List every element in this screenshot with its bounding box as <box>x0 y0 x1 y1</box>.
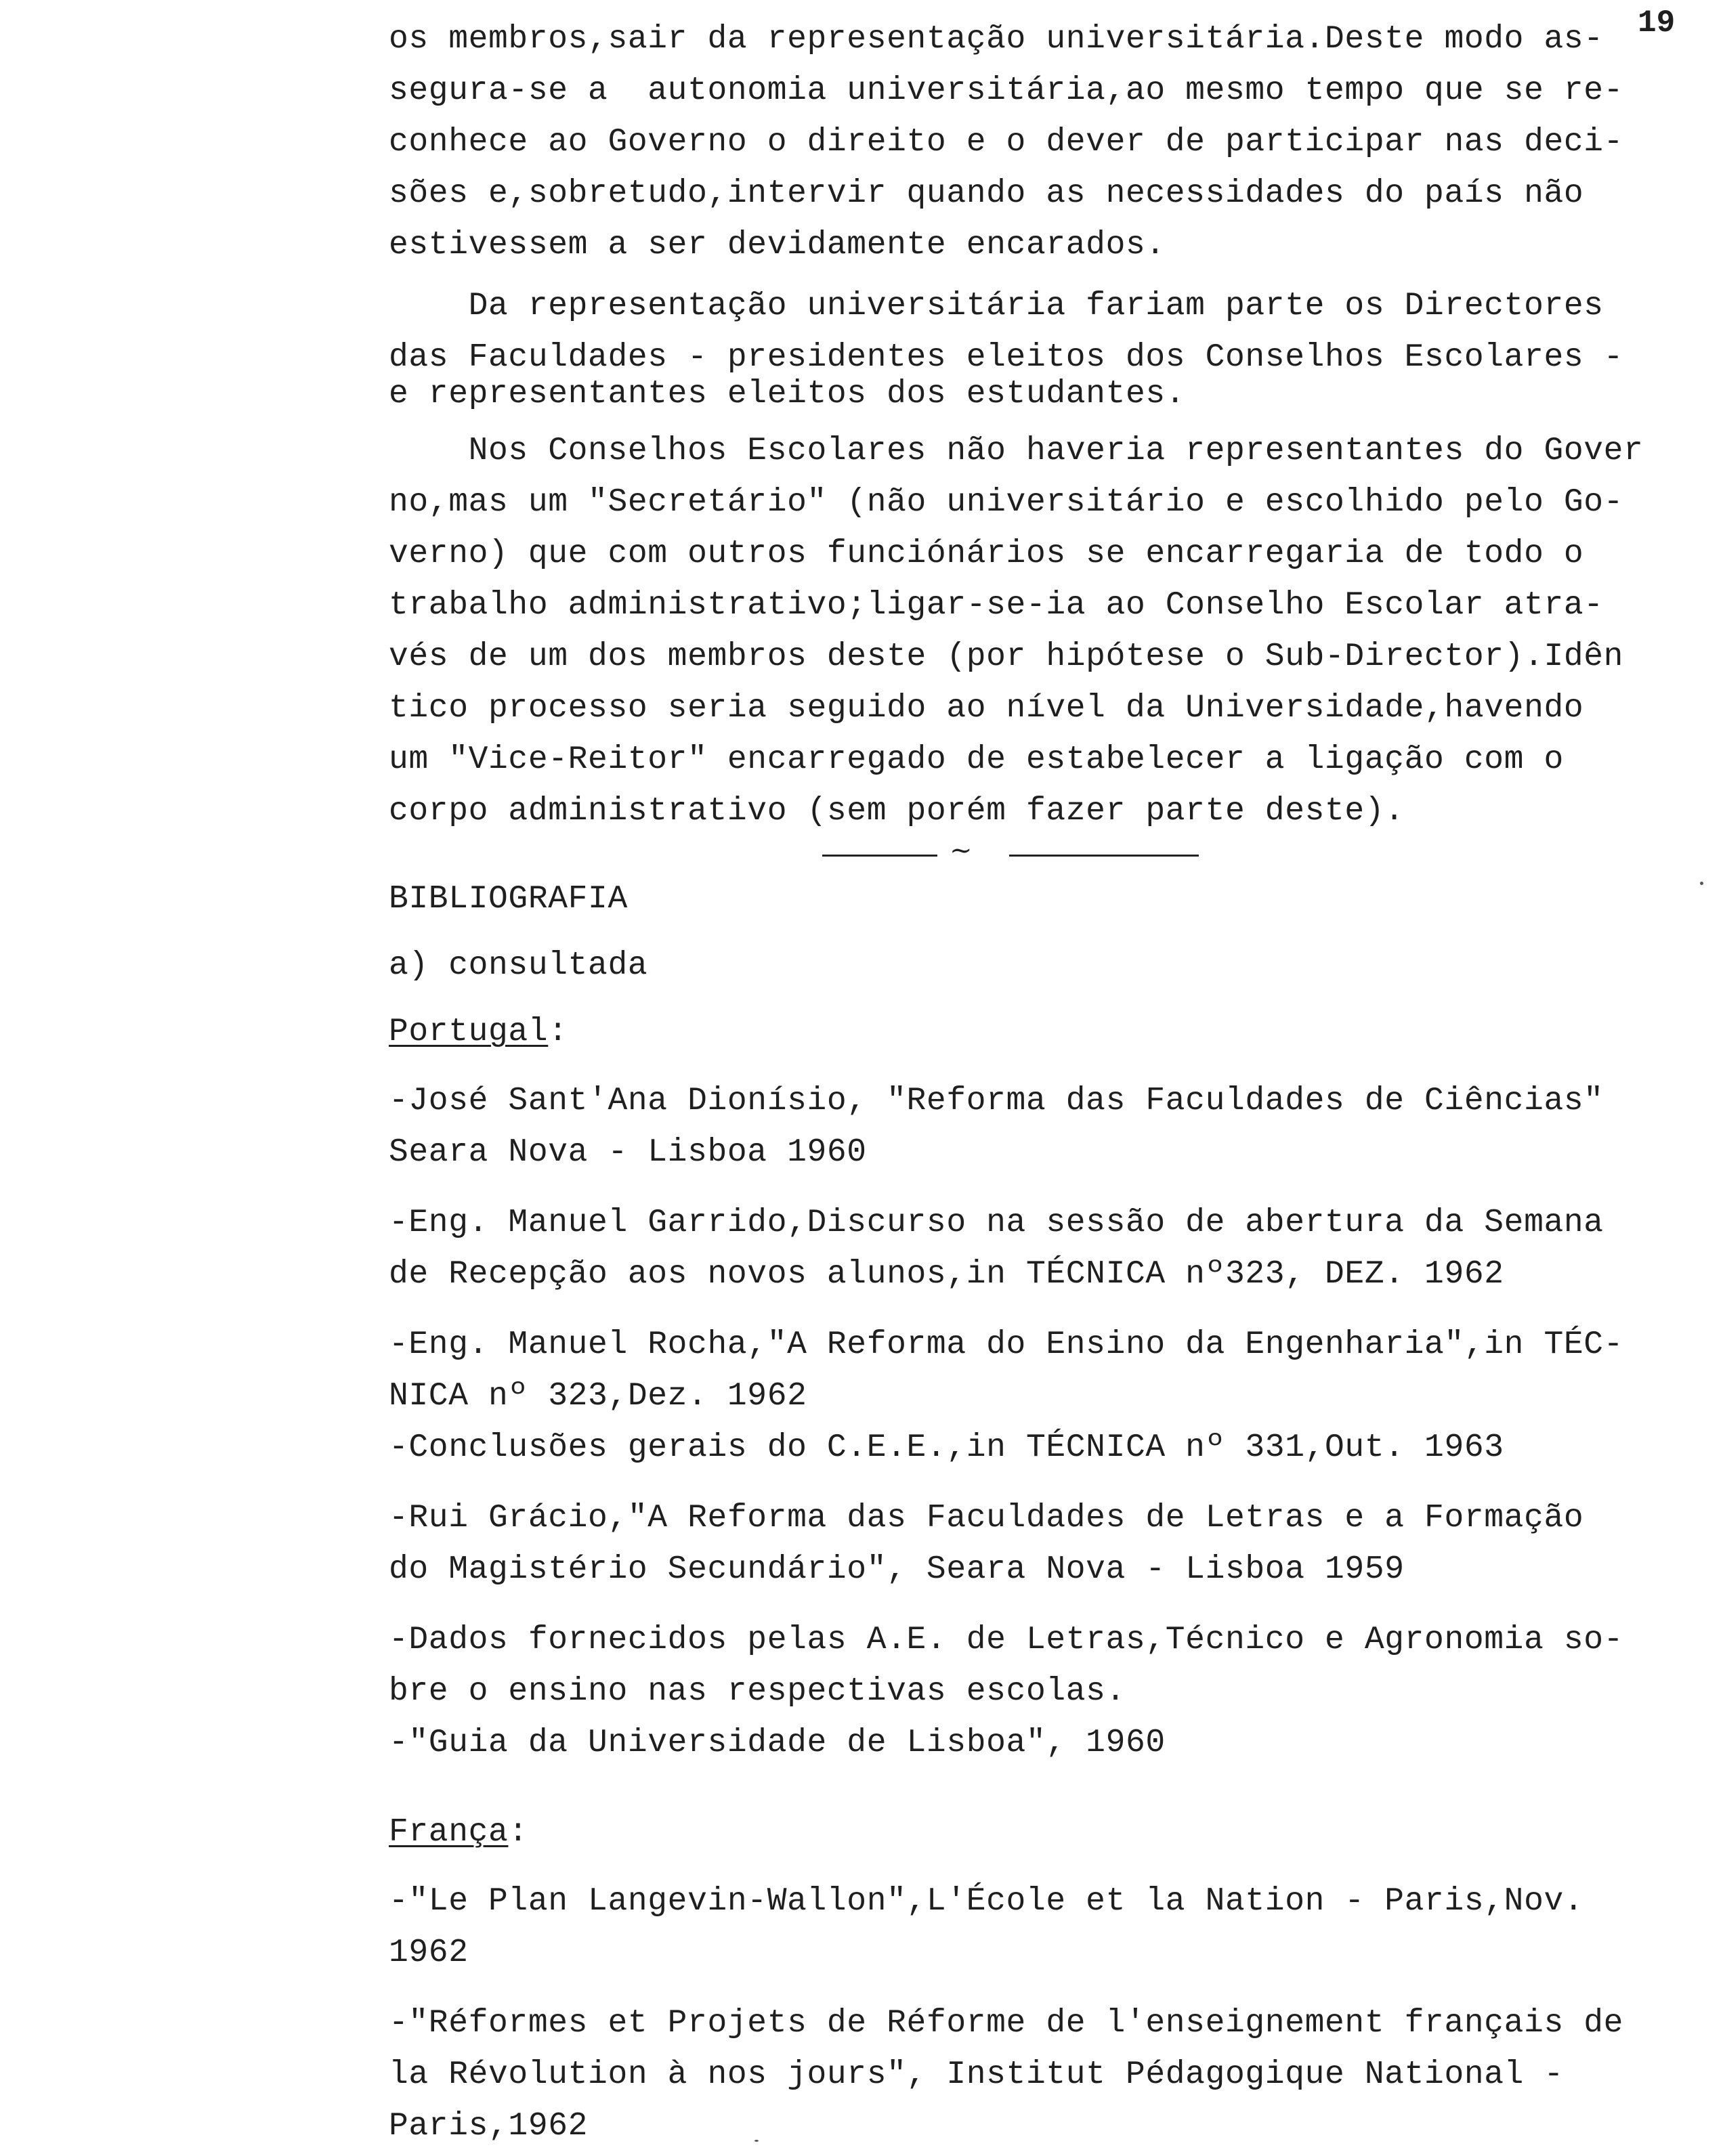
body-line: trabalho administrativo;ligar-se-ia ao Conselho Escolar atra- <box>389 587 1604 624</box>
bibliography-subtitle: a) consultada <box>389 947 648 984</box>
bibliography-entry-line: -Dados fornecidos pelas A.E. de Letras,Técnico e Agronomia so- <box>389 1622 1624 1658</box>
bibliography-entry-line: do Magistério Secundário", Seara Nova - Lisboa 1959 <box>389 1551 1405 1588</box>
body-line: um "Vice-Reitor" encarregado de estabelecer a ligação com o <box>389 741 1564 778</box>
section-heading-colon: : <box>548 1014 568 1050</box>
section-heading-franca <box>389 1812 528 1853</box>
bibliography-entry-line: -Conclusões gerais do C.E.E.,in TÉCNICA nº 331,Out. 1963 <box>389 1429 1504 1466</box>
separator-line-left <box>822 855 937 857</box>
body-line: Da representação universitária fariam parte os Directores <box>389 288 1604 324</box>
section-heading-portugal-text: Portugal <box>389 1014 549 1050</box>
bibliography-entry-line: 1962 <box>389 1935 469 1971</box>
bibliography-entry-line: -Rui Grácio,"A Reforma das Faculdades de Letras e a Formação <box>389 1500 1584 1536</box>
section-heading-colon: : <box>508 1814 528 1851</box>
page-number: 19 <box>1638 5 1676 41</box>
body-line: Nos Conselhos Escolares não haveria representantes do Gover <box>389 433 1644 469</box>
body-line: tico processo seria seguido ao nível da Universidade,havendo <box>389 690 1584 727</box>
body-line: segura-se a autonomia universitária,ao mesmo tempo que se re- <box>389 72 1624 109</box>
section-heading-portugal <box>389 1012 568 1052</box>
body-line: sões e,sobretudo,intervir quando as necessidades do país não <box>389 175 1584 212</box>
bibliography-entry-line: -José Sant'Ana Dionísio, "Reforma das Faculdades de Ciências" <box>389 1083 1604 1119</box>
body-line: das Faculdades - presidentes eleitos dos Conselhos Escolares - <box>389 339 1624 376</box>
bibliography-entry-line: la Révolution à nos jours", Institut Pédagogique National - <box>389 2056 1564 2093</box>
section-heading-franca-text: França <box>389 1814 509 1851</box>
body-line: vés de um dos membros deste (por hipótese o Sub-Director).Idên <box>389 639 1624 675</box>
separator-line-right <box>1009 855 1199 857</box>
bibliography-entry-line: Seara Nova - Lisboa 1960 <box>389 1134 867 1171</box>
bibliography-entry-line: NICA nº 323,Dez. 1962 <box>389 1378 807 1415</box>
body-line: no,mas um "Secretário" (não universitário e escolhido pelo Go- <box>389 484 1624 521</box>
bibliography-entry-line: -"Réformes et Projets de Réforme de l'enseignement français de <box>389 2005 1624 2042</box>
bibliography-entry-line: -"Le Plan Langevin-Wallon",L'École et la Nation - Paris,Nov. <box>389 1883 1584 1920</box>
bibliography-entry-line: -Eng. Manuel Garrido,Discurso na sessão de abertura da Semana <box>389 1205 1604 1241</box>
body-line: e representantes eleitos dos estudantes. <box>389 376 1186 412</box>
body-line: estivessem a ser devidamente encarados. <box>389 227 1166 263</box>
bibliography-entry-line: -Eng. Manuel Rocha,"A Reforma do Ensino da Engenharia",in TÉC- <box>389 1327 1624 1363</box>
body-line: corpo administrativo (sem porém fazer parte deste). <box>389 793 1405 829</box>
body-line: os membros,sair da representação universitária.Deste modo as- <box>389 21 1604 58</box>
scan-speck <box>1700 882 1703 885</box>
bibliography-entry-line: de Recepção aos novos alunos,in TÉCNICA nº323, DEZ. 1962 <box>389 1256 1504 1293</box>
scan-speck <box>754 2140 759 2142</box>
separator-mark: ~ <box>950 835 973 866</box>
bibliography-entry-line: bre o ensino nas respectivas escolas. <box>389 1673 1126 1710</box>
body-line: conhece ao Governo o direito e o dever de participar nas deci- <box>389 124 1624 160</box>
bibliography-entry-line: -"Guia da Universidade de Lisboa", 1960 <box>389 1725 1166 1761</box>
bibliography-entry-line: Paris,1962 <box>389 2108 589 2144</box>
body-line: verno) que com outros funciónários se encarregaria de todo o <box>389 536 1584 572</box>
bibliography-title: BIBLIOGRAFIA <box>389 881 628 918</box>
